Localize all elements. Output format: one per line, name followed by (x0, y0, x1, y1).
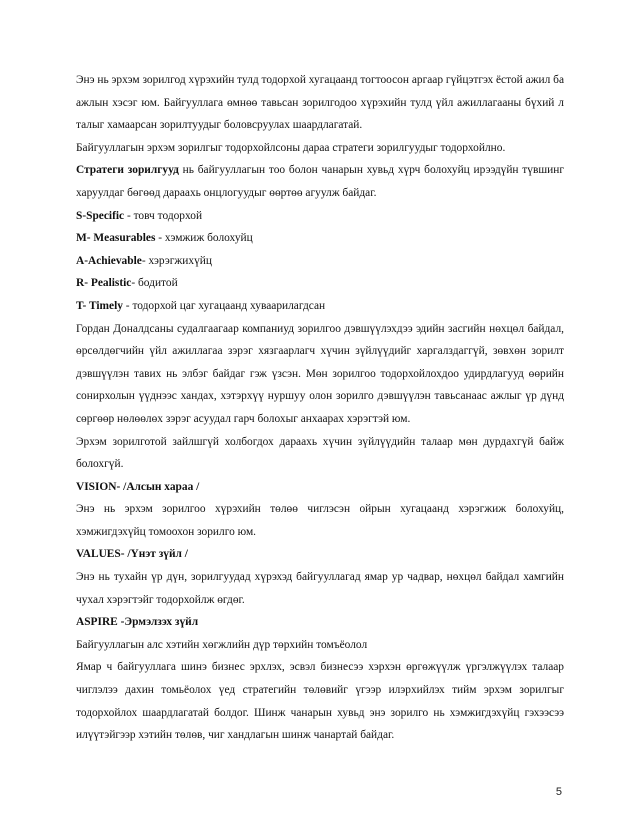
smart-item-r (76, 272, 564, 295)
smart-desc: - товч тодорхой (124, 209, 203, 222)
paragraph-aspire-definition: Байгууллагын алс хэтийн хөгжлийн дүр төрхийн томъёолол (76, 638, 368, 651)
smart-term: S-Specific (76, 209, 125, 222)
strategy-goals-text: нь байгууллагын тоо болон чанарын хувьд хүрч болохуйц ирээдүйн түвшинг харуулдаг бөгөөд дараахь онцлогуудыг өөртөө агуулж байдаг. (76, 164, 564, 199)
page-number: 5 (555, 786, 562, 798)
smart-item-m (76, 227, 564, 250)
paragraph-strategy-intro: Байгууллагын эрхэм зорилгыг тодорхойлсоны дараа стратеги зорилгуудыг тодорхойлно. (76, 141, 506, 154)
smart-term: M- Measurables (76, 232, 156, 245)
smart-desc: - тодорхой цаг хугацаанд хуваарилагдсан (122, 299, 326, 312)
smart-desc: - хэмжиж болохуйц (155, 232, 253, 245)
smart-term: T- Timely (76, 299, 123, 312)
smart-item-s (76, 205, 564, 228)
heading-aspire: ASPIRE -Эрмэлзэх зүйл (76, 616, 199, 629)
smart-item-t (76, 295, 564, 318)
smart-item-a (76, 250, 564, 273)
paragraph-strategy-goals (76, 159, 564, 204)
smart-desc: - хэрэгжихүйц (141, 254, 212, 267)
heading-values: VALUES- /Үнэт зүйл / (76, 548, 188, 561)
smart-desc: - бодитой (131, 277, 178, 290)
paragraph-related-factors: Эрхэм зорилготой зайлшгүй холбогдох дараахь хүчин зүйлүүдийн талаар мөн дурдахгүй байж болохгүй. (76, 435, 564, 471)
paragraph-values: Энэ нь тухайн үр дүн, зорилгуудад хүрэхэд байгууллагад ямар ур чадвар, нөхцөл байдал хамгийн чухал хэрэгтэйг тодорхойлж өгдөг. (76, 571, 564, 606)
smart-term: A-Achievable (76, 254, 142, 267)
heading-vision: VISION- /Алсын хараа / (76, 480, 200, 493)
paragraph-vision: Энэ нь эрхэм зорилгоо хүрэхийн төлөө чиглэсэн ойрын хугацаанд хэрэгжиж болохуйц, хэмжигдэхүйц томоохон зорилго юм. (76, 503, 564, 538)
paragraph-aspire: Ямар ч байгууллага шинэ бизнес эрхлэх, эсвэл бизнесээ хэрхэн өргөжүүлж үргэлжүүлэх талаар чиглэлээ дахин томьёолох үед стратегийн төлөвийг үгээр илэрхийлэх тийм эрхэм зорилгыг тодорхойлох шаардлагатай болдог. Шинж чанарын хувьд энэ зорилго нь хэмжигдэхүйц гэхээсээ илүүтэйгээр хэтийн төлөв, чиг хандлагын шинж чанартай байдаг. (76, 661, 564, 742)
term-strategy-goals: Стратеги зорилгууд (76, 164, 179, 177)
page-content (76, 69, 564, 747)
paragraph-purpose: Энэ нь эрхэм зорилгод хүрэхийн тулд тодорхой хугацаанд тогтоосон аргаар гүйцэтгэх ёстой ажил ба ажлын хэсэг юм. Байгууллага өмнөө тавьсан зорилгодоо хүрэхийн тулд үйл ажиллагааны бүхий л талыг хамаарсан зорилтуудыг боловсруулах шаардлагатай. (76, 74, 564, 132)
paragraph-donaldson: Гордан Доналдсаны судалгаагаар компаниуд зорилгоо дэвшүүлэхдээ эдийн засгийн нөхцөл байдал, өрсөлдөгчийн үйл ажиллагаа зэрэг хязгаарлагч хүчин зүйлүүдийг харгалздаггүй, зөвхөн зорилт дэвшүүлэн тавих нь элбэг байдаг гэж үзсэн. Мөн зорилгоо тодорхойлохдоо удирдлагууд өөрийн сонирхолын үүднээс хандах, хэтэрхүү нуршуу олон зорилго дэвшүүлэн тавьсанаас ажлыг үр дүнд сөргөөр нөлөөлөх зэрэг асуудал гарч болохыг анхаарах хэрэгтэй юм. (76, 322, 564, 425)
smart-term: R- Pealistic (76, 277, 132, 290)
